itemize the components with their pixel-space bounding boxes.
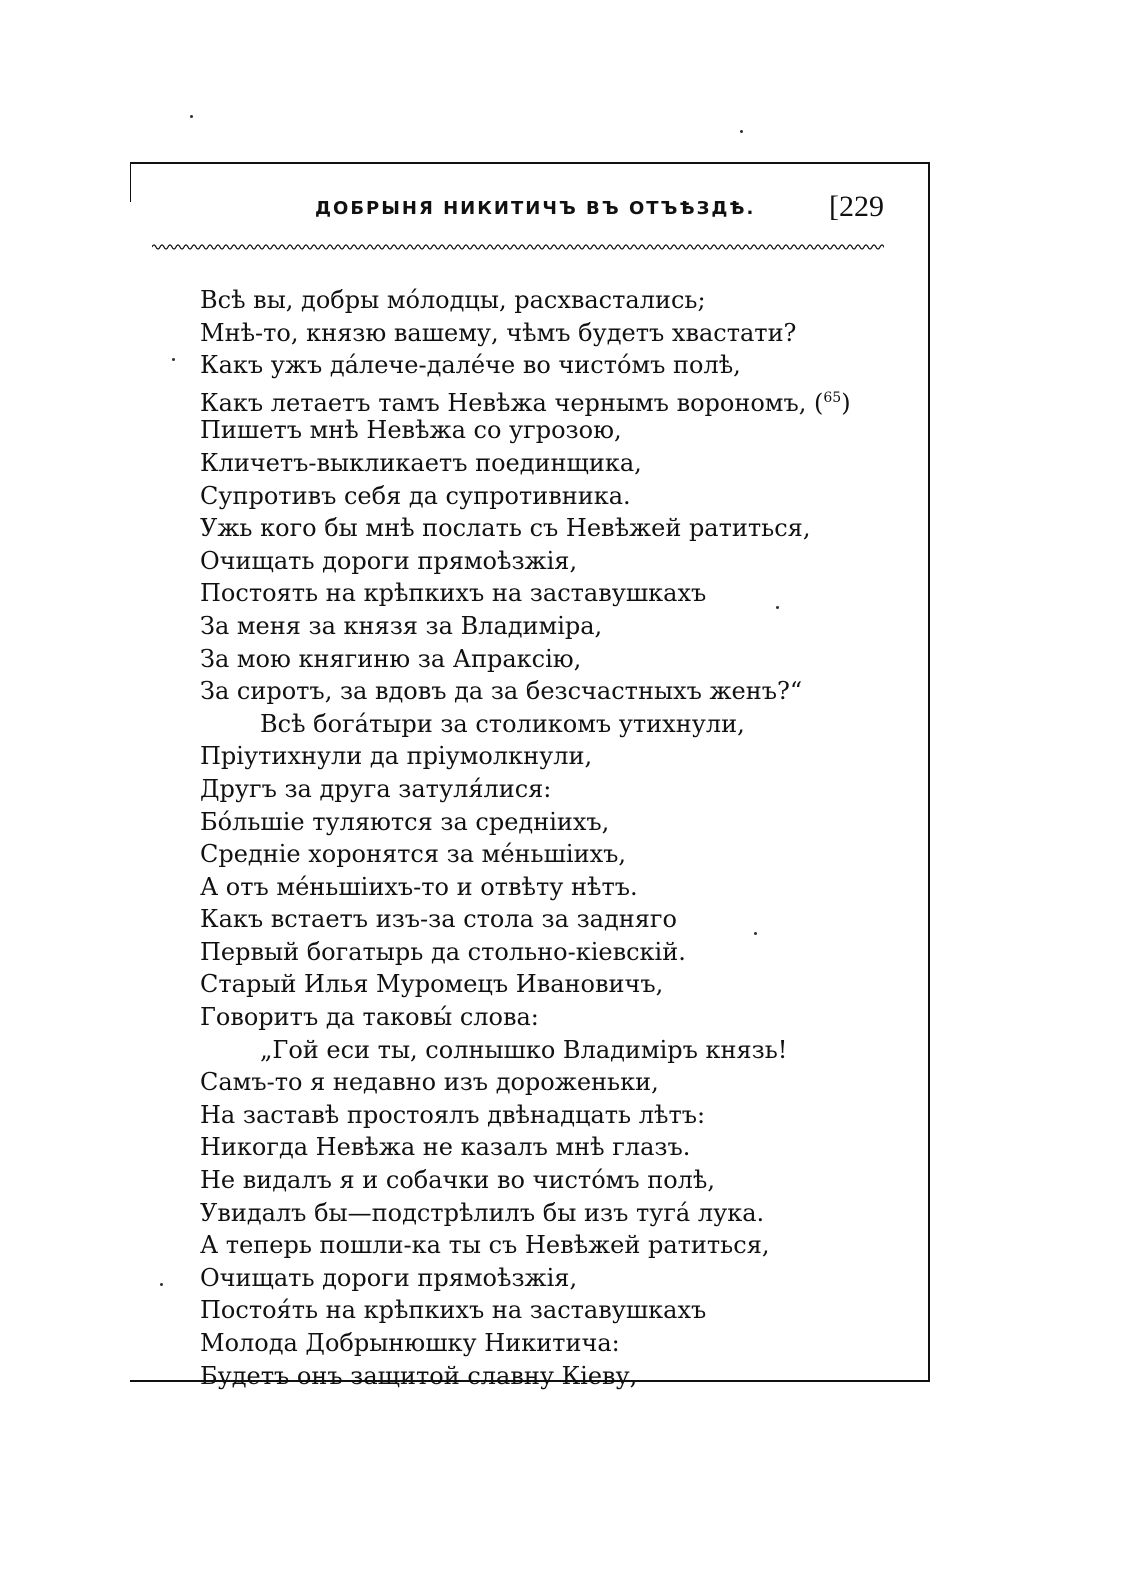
verse-line: Какъ ужъ да́лече-дале́че во чисто́мъ полѣ, (200, 351, 741, 380)
verse-line: За меня за князя за Владимiра, (200, 611, 603, 640)
verse-line: Какъ встаетъ изъ-за стола за задняго (200, 905, 677, 934)
verse-line: Мнѣ-то, князю вашему, чѣмъ будетъ хвастати? (200, 318, 797, 347)
verse-line: Самъ-то я недавно изъ дороженьки, (200, 1068, 659, 1097)
page-frame-left-rule (130, 162, 131, 202)
verse-line: Постоя́ть на крѣпкихъ на заставушкахъ (200, 1296, 707, 1325)
verse-line: Молода Добрынюшку Никитича: (200, 1329, 620, 1357)
verse-line: А отъ ме́ньшiихъ-то и отвѣту нѣтъ. (200, 872, 638, 901)
verse-line: Старый Илья Муромецъ Ивановичъ, (200, 970, 664, 999)
verse-body (200, 284, 900, 1392)
verse-line: Пишетъ мнѣ Невѣжа со угрозою, (200, 416, 622, 445)
print-speck (754, 932, 757, 935)
page-frame-top-rule (130, 162, 930, 164)
print-speck (740, 130, 743, 133)
verse-line: Увидалъ бы—подстрѣлилъ бы изъ туга́ лука. (200, 1198, 765, 1227)
print-speck (160, 1283, 163, 1286)
verse-line: А теперь пошли-ка ты съ Невѣжей ратиться, (200, 1231, 770, 1260)
footnote-number: 65 (823, 389, 842, 406)
page-number: [229 (829, 190, 884, 223)
page-frame-right-rule (928, 162, 930, 1382)
verse-line: Супротивъ себя да супротивника. (200, 481, 631, 510)
verse-line-indented: „Гой еси ты, солнышко Владимiръ князь! (260, 1035, 788, 1064)
verse-line: Всѣ вы, добры мо́лодцы, расхвастались; (200, 286, 706, 314)
wavy-ornament-rule (152, 240, 884, 254)
verse-line: Будетъ онъ защитой славну Кiеву, (200, 1361, 638, 1390)
verse-line-indented: Всѣ бога́тыри за столикомъ утихнули, (260, 709, 745, 738)
verse-line: Никогда Невѣжа не казалъ мнѣ глазъ. (200, 1133, 691, 1162)
verse-line: Кличетъ-выкликаетъ поединщика, (200, 448, 642, 477)
verse-line: Бо́льшiе туляются за среднiихъ, (200, 807, 610, 836)
verse-line: За сиротъ, за вдовъ да за безсчастныхъ женъ?“ (200, 677, 803, 706)
verse-line: На заставѣ простоялъ двѣнадцать лѣтъ: (200, 1100, 706, 1129)
verse-line: Говоритъ да таковы́ слова: (200, 1003, 539, 1032)
verse-line: За мою княгиню за Апраксiю, (200, 644, 582, 673)
running-head (150, 190, 888, 230)
verse-line: Очищать дороги прямоѣзжiя, (200, 1263, 578, 1292)
verse-line: Прiутихнули да прiумолкнули, (200, 742, 593, 771)
verse-line-text: Какъ летаетъ тамъ Невѣжа чернымъ ворономъ, (200, 388, 807, 417)
print-speck (776, 606, 779, 609)
verse-line: Другъ за друга затуля́лися: (200, 774, 552, 803)
footnote-reference[interactable]: ($^{65}$) (814, 388, 851, 417)
verse-line: Среднiе хоронятся за ме́ньшiихъ, (200, 840, 627, 869)
verse-line-with-footnote (200, 382, 900, 415)
verse-line: Постоять на крѣпкихъ на заставушкахъ (200, 579, 707, 608)
running-title: ДОБРЫНЯ НИКИТИЧЪ ВЪ ОТЪѢЗДѢ. (315, 198, 756, 219)
verse-line: Очищать дороги прямоѣзжiя, (200, 546, 578, 575)
verse-line: Не видалъ я и собачки во чисто́мъ полѣ, (200, 1166, 716, 1195)
print-speck (190, 115, 193, 118)
print-speck (172, 358, 175, 361)
verse-line: Ужь кого бы мнѣ послать съ Невѣжей ратиться, (200, 514, 811, 543)
verse-line: Первый богатырь да стольно-кiевскiй. (200, 937, 686, 966)
